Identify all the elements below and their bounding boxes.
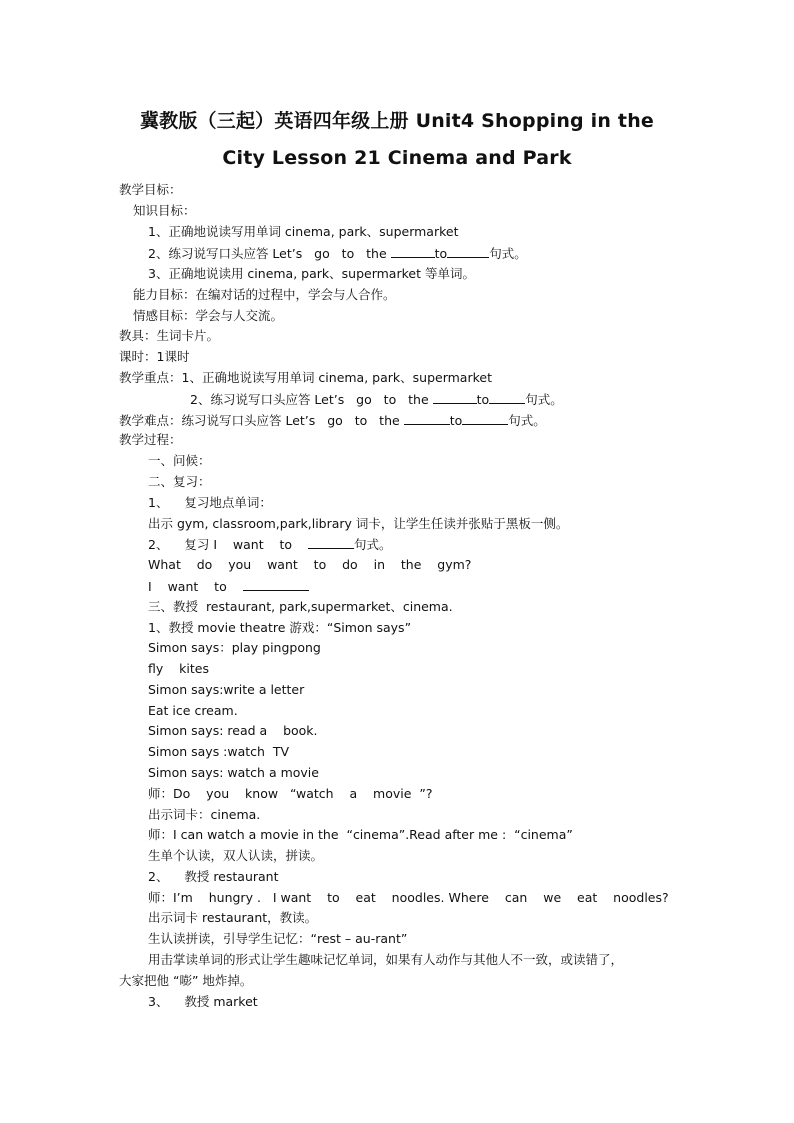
game-line: Simon says:write a letter: [148, 682, 305, 697]
objectives-heading: 教学目标：: [119, 182, 182, 197]
key-point-1: 教学重点：1、正确地说读写用单词 cinema, park、supermarket: [119, 370, 492, 385]
game-line: Eat ice cream.: [148, 703, 238, 718]
game-line: Simon says: read a book.: [148, 723, 318, 738]
game-line: Simon says：play pingpong: [148, 640, 321, 655]
fill-blank: [243, 578, 309, 591]
knowledge-item-1: 1、正确地说读写用单词 cinema, park、supermarket: [148, 224, 459, 239]
fill-blank: [447, 245, 489, 258]
knowledge-item-3: 3、正确地说读用 cinema, park、supermarket 等单词。: [148, 266, 475, 281]
teacher-question: 师：Do you know “watch a movie ”?: [148, 786, 433, 801]
word-card-restaurant: 出示词卡 restaurant，教读。: [148, 910, 318, 925]
fill-blank: [391, 245, 435, 258]
student-reading: 生单个认读，双人认读，拼读。: [148, 848, 324, 863]
clap-game: 用击掌读单词的形式让学生趣味记忆单词，如果有人动作与其他人不一致，或读错了，: [148, 952, 624, 967]
fill-blank: [433, 391, 477, 404]
knowledge-item-2: 2、练习说写口头应答 Let’s go to the to 句式。: [148, 246, 527, 261]
step-teach: 三、教授 restaurant, park,supermarket、cinema.: [148, 599, 453, 614]
difficult-point: 教学难点：练习说写口头应答 Let’s go to the to 句式。: [119, 413, 546, 428]
review-item-1: 1、 复习地点单词：: [148, 495, 272, 510]
teach-restaurant: 2、 教授 restaurant: [148, 869, 279, 884]
document-title-line-2: City Lesson 21 Cinema and Park: [222, 147, 572, 169]
teaching-tools: 教具：生词卡片。: [119, 328, 220, 343]
memory-hint: 生认读拼读，引导学生记忆：“rest – au-rant”: [148, 931, 408, 946]
teacher-line: 师：I can watch a movie in the “cinema”.Read after me : “cinema”: [148, 827, 573, 842]
game-item-1: 1、教授 movie theatre 游戏：“Simon says”: [148, 620, 412, 635]
key-point-2: 2、练习说写口头应答 Let’s go to the to 句式。: [190, 392, 563, 407]
teacher-line: 师：I’m hungry . I want to eat noodles. Where can we eat noodles?: [148, 890, 669, 905]
game-line: fly kites: [148, 661, 209, 676]
clap-game-cont: 大家把他 “嘭” 地炸掉。: [119, 973, 253, 988]
word-card-cinema: 出示词卡：cinema.: [148, 807, 261, 822]
teach-market: 3、 教授 market: [148, 994, 258, 1009]
step-greeting: 一、问候：: [148, 453, 211, 468]
game-line: Simon says :watch TV: [148, 744, 290, 759]
fill-blank: [489, 391, 525, 404]
knowledge-objectives-heading: 知识目标：: [133, 203, 196, 218]
ability-objective: 能力目标：在编对话的过程中，学会与人合作。: [133, 287, 396, 302]
emotion-objective: 情感目标：学会与人交流。: [133, 308, 284, 323]
fill-blank: [462, 412, 508, 425]
review-question: What do you want to do in the gym?: [148, 557, 472, 572]
fill-blank: [404, 412, 450, 425]
game-line: Simon says: watch a movie: [148, 765, 319, 780]
document-title-line-1: 冀教版（三起）英语四年级上册 Unit4 Shopping in the: [139, 110, 655, 132]
review-item-1-detail: 出示 gym, classroom,park,library 词卡，让学生任读并张贴于黑板一侧。: [148, 516, 569, 531]
fill-blank: [308, 536, 354, 549]
process-heading: 教学过程：: [119, 432, 182, 447]
class-period: 课时：1课时: [119, 349, 190, 364]
review-answer: I want to: [148, 578, 309, 595]
step-review: 二、复习：: [148, 474, 211, 489]
review-item-2: 2、 复习 I want to 句式。: [148, 537, 392, 552]
